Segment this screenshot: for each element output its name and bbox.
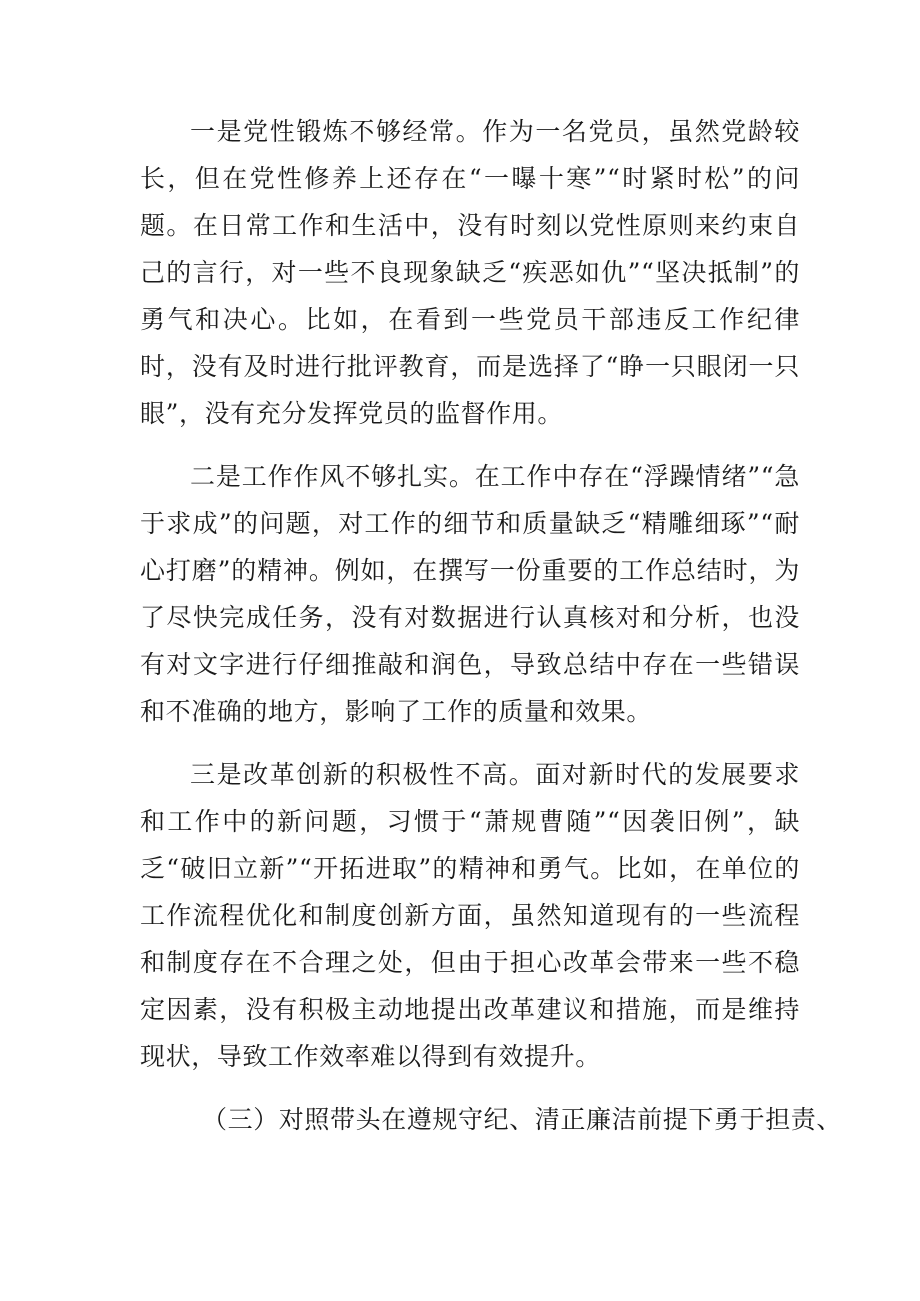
section-heading: （三）对照带头在遵规守纪、清正廉洁前提下勇于担责、 [202,1105,843,1134]
paragraph-work-style: 二是工作作风不够扎实。在工作中存在“浮躁情绪”“急于求成”的问题，对工作的细节和质量缺乏“精雕细琢”“耐心打磨”的精神。例如，在撰写一份重要的工作总结时，为了尽快完成任务，没有对数据进行认真核对和分析，也没有对文字进行仔细推敲和润色，导致总结中存在一些错误和不准确的地方，影响了工作的质量和效果。 [140,462,800,726]
paragraph-reform-innovation: 三是改革创新的积极性不高。面对新时代的发展要求和工作中的新问题，习惯于“萧规曹随”“因袭旧例”，缺乏“破旧立新”“开拓进取”的精神和勇气。比如，在单位的工作流程优化和制度创新方面，虽然知道现有的一些流程和制度存在不合理之处，但由于担心改革会带来一些不稳定因素，没有积极主动地提出改革建议和措施，而是维持现状，导致工作效率难以得到有效提升。 [140,760,800,1071]
document-body [140,108,843,1159]
paragraph-party-spirit: 一是党性锻炼不够经常。作为一名党员，虽然党龄较长，但在党性修养上还存在“一曝十寒”“时紧时松”的问题。在日常工作和生活中，没有时刻以党性原则来约束自己的言行，对一些不良现象缺乏“疾恶如仇”“坚决抵制”的勇气和决心。比如，在看到一些党员干部违反工作纪律时，没有及时进行批评教育，而是选择了“睁一只眼闭一只眼”，没有充分发挥党员的监督作用。 [140,117,800,428]
